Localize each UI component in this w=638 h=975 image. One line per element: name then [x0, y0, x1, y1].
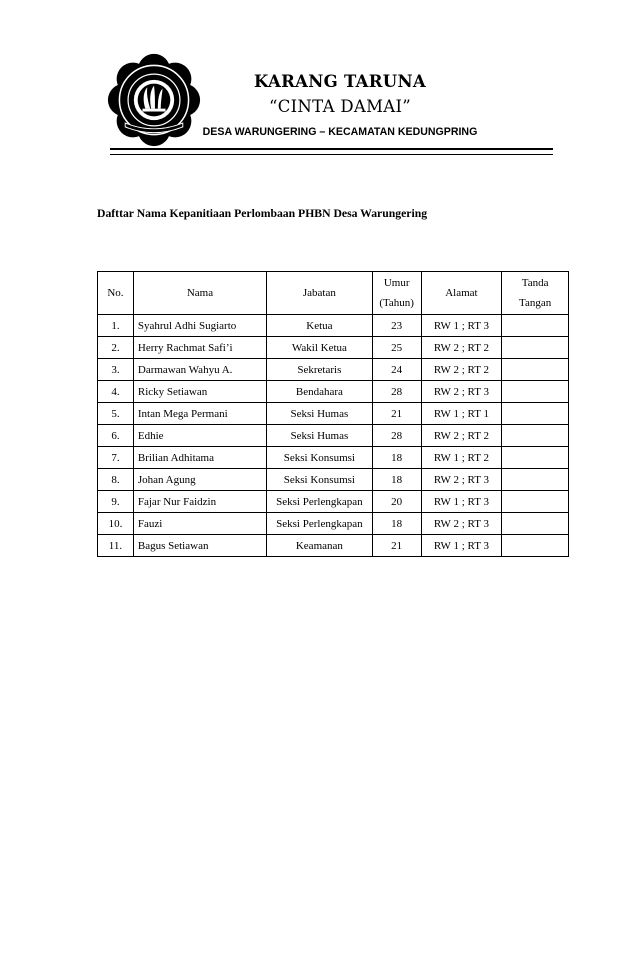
cell-age: 20 [372, 491, 421, 513]
cell-no: 10. [98, 513, 134, 535]
cell-signature [502, 403, 569, 425]
cell-name: Johan Agung [133, 469, 266, 491]
table-row [98, 425, 569, 447]
cell-address: RW 2 ; RT 2 [421, 425, 502, 447]
table-row [98, 403, 569, 425]
organization-name: KARANG TARUNA [254, 72, 426, 91]
cell-age: 21 [372, 535, 421, 557]
cell-signature [502, 425, 569, 447]
cell-no: 8. [98, 469, 134, 491]
table-row [98, 535, 569, 557]
cell-role: Seksi Humas [267, 403, 373, 425]
cell-name: Edhie [133, 425, 266, 447]
cell-role: Seksi Perlengkapan [267, 513, 373, 535]
table-row [98, 315, 569, 337]
cell-no: 7. [98, 447, 134, 469]
cell-signature [502, 535, 569, 557]
organization-address: DESA WARUNGERING – KECAMATAN KEDUNGPRING [202, 126, 478, 138]
organization-motto: “CINTA DAMAI” [268, 97, 412, 116]
cell-age: 21 [372, 403, 421, 425]
cell-signature [502, 315, 569, 337]
header-divider-thick [110, 148, 553, 150]
cell-age: 18 [372, 469, 421, 491]
cell-age: 18 [372, 447, 421, 469]
header-no: No. [98, 272, 134, 315]
cell-no: 5. [98, 403, 134, 425]
table-row [98, 381, 569, 403]
cell-role: Seksi Konsumsi [267, 469, 373, 491]
cell-address: RW 1 ; RT 3 [421, 315, 502, 337]
header-role: Jabatan [267, 272, 373, 315]
cell-no: 3. [98, 359, 134, 381]
cell-age: 23 [372, 315, 421, 337]
header-signature-line1: Tanda [521, 277, 549, 289]
cell-age: 18 [372, 513, 421, 535]
cell-address: RW 1 ; RT 2 [421, 447, 502, 469]
cell-name: Intan Mega Permani [133, 403, 266, 425]
table-header-row [98, 272, 569, 315]
cell-name: Ricky Setiawan [133, 381, 266, 403]
cell-address: RW 1 ; RT 3 [421, 491, 502, 513]
cell-address: RW 1 ; RT 3 [421, 535, 502, 557]
cell-name: Fajar Nur Faidzin [133, 491, 266, 513]
cell-signature [502, 513, 569, 535]
cell-signature [502, 381, 569, 403]
cell-address: RW 2 ; RT 3 [421, 469, 502, 491]
header-signature [502, 272, 569, 315]
document-title: Dafttar Nama Kepanitiaan Perlombaan PHBN Desa Warungering [97, 207, 428, 220]
header-address: Alamat [421, 272, 502, 315]
cell-name: Brilian Adhitama [133, 447, 266, 469]
cell-name: Fauzi [133, 513, 266, 535]
header-divider-thin [110, 154, 553, 155]
cell-signature [502, 359, 569, 381]
cell-signature [502, 337, 569, 359]
header-name: Nama [133, 272, 266, 315]
cell-no: 4. [98, 381, 134, 403]
cell-name: Syahrul Adhi Sugiarto [133, 315, 266, 337]
header-signature-line2: Tangan [519, 297, 552, 309]
cell-role: Seksi Perlengkapan [267, 491, 373, 513]
cell-age: 28 [372, 381, 421, 403]
cell-address: RW 1 ; RT 1 [421, 403, 502, 425]
cell-address: RW 2 ; RT 2 [421, 337, 502, 359]
cell-no: 11. [98, 535, 134, 557]
cell-name: Bagus Setiawan [133, 535, 266, 557]
cell-role: Seksi Humas [267, 425, 373, 447]
cell-no: 9. [98, 491, 134, 513]
header-age [372, 272, 421, 315]
cell-name: Darmawan Wahyu A. [133, 359, 266, 381]
cell-no: 1. [98, 315, 134, 337]
cell-role: Keamanan [267, 535, 373, 557]
cell-role: Seksi Konsumsi [267, 447, 373, 469]
cell-signature [502, 469, 569, 491]
cell-name: Herry Rachmat Safi’i [133, 337, 266, 359]
cell-address: RW 2 ; RT 3 [421, 381, 502, 403]
table-row [98, 447, 569, 469]
cell-no: 2. [98, 337, 134, 359]
committee-table [97, 271, 569, 557]
cell-age: 25 [372, 337, 421, 359]
header-age-line1: Umur [383, 277, 410, 289]
cell-age: 24 [372, 359, 421, 381]
cell-signature [502, 447, 569, 469]
cell-role: Ketua [267, 315, 373, 337]
header-age-line2: (Tahun) [379, 297, 414, 309]
cell-address: RW 2 ; RT 3 [421, 513, 502, 535]
cell-role: Bendahara [267, 381, 373, 403]
cell-role: Sekretaris [267, 359, 373, 381]
table-row [98, 359, 569, 381]
table-row [98, 513, 569, 535]
cell-signature [502, 491, 569, 513]
cell-age: 28 [372, 425, 421, 447]
table-row [98, 491, 569, 513]
table-row [98, 469, 569, 491]
cell-no: 6. [98, 425, 134, 447]
table-row [98, 337, 569, 359]
cell-role: Wakil Ketua [267, 337, 373, 359]
cell-address: RW 2 ; RT 2 [421, 359, 502, 381]
